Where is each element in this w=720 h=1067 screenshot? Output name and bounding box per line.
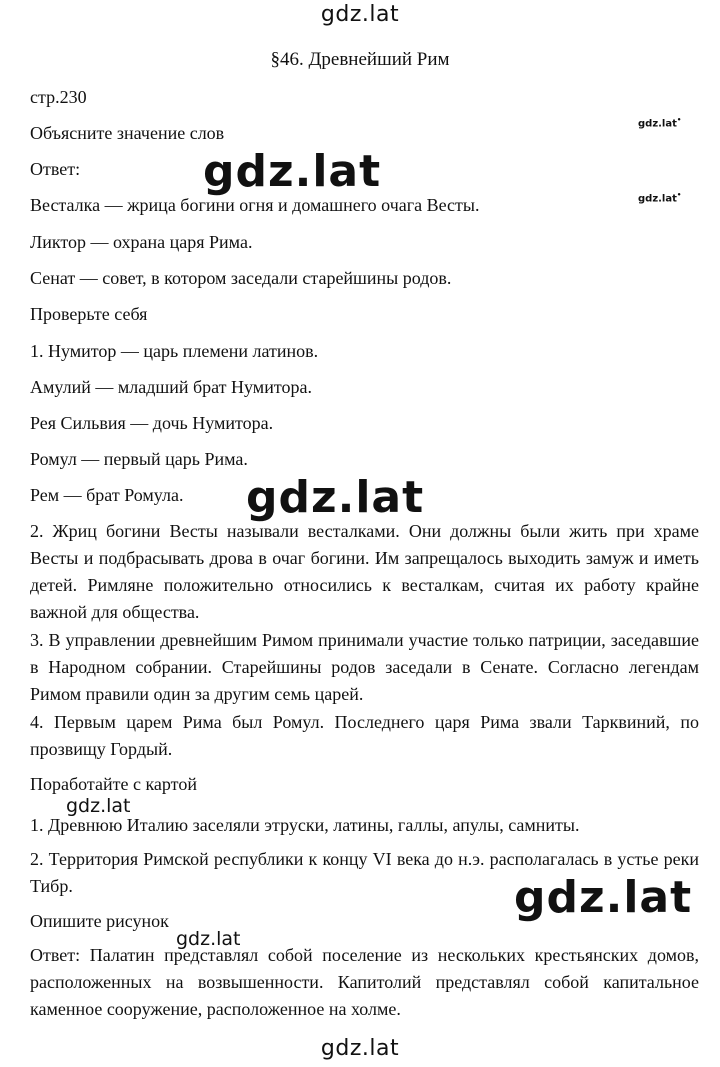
definition-line: Сенат — совет, в котором заседали старейшины родов.: [30, 268, 452, 288]
answer-label: Ответ:: [30, 159, 81, 179]
check-line: 1. Нумитор — царь племени латинов.: [30, 341, 319, 361]
watermark-bottom: gdz.lat: [320, 1036, 400, 1061]
map-line: 1. Древнюю Италию заселяли этруски, латины, галлы, апулы, самниты.: [30, 815, 580, 835]
page-title: §46. Древнейший Рим: [270, 49, 450, 70]
answer-paragraph: 3. В управлении древнейшим Римом принимали участие только патриции, заседавшие в Народном собрании. Старейшины родов заседали в Сенате. Согласно легендам Римом правили один за другим семь царей.: [30, 630, 699, 704]
watermark-large: gdz.lat: [246, 472, 425, 523]
watermark-large: gdz.lat: [203, 146, 382, 197]
answer-paragraph: 2. Жриц богини Весты называли весталками. Они должны были жить при храме Весты и подбрасывать дрова в очаг богини. Им запрещалось выходить замуж и иметь детей. Римляне положительно относились к весталкам, считая их работу крайне важной для общества.: [30, 521, 699, 622]
describe-heading: Опишите рисунок: [30, 911, 169, 931]
definition-line: Ликтор — охрана царя Рима.: [30, 232, 253, 252]
watermark-medium: gdz.lat: [66, 795, 131, 817]
answer-paragraph: 4. Первым царем Рима был Ромул. Последнего царя Рима звали Тарквиний, по прозвищу Гордый.: [30, 712, 699, 759]
page-reference: стр.230: [30, 87, 87, 107]
map-paragraph: 2. Территория Римской республики к концу VI века до н.э. располагалась в устье реки Тибр.: [30, 849, 699, 896]
check-heading: Проверьте себя: [30, 304, 148, 324]
check-line: Амулий — младший брат Нумитора.: [30, 377, 312, 397]
explain-heading: Объясните значение слов: [30, 123, 225, 143]
watermark-medium: gdz.lat: [176, 928, 241, 950]
definition-line: Весталка — жрица богини огня и домашнего очага Весты.: [30, 195, 480, 215]
watermark-large: gdz.lat: [514, 872, 693, 923]
check-line: Ромул — первый царь Рима.: [30, 449, 248, 469]
describe-answer: Ответ: Палатин представлял собой поселение из нескольких крестьянских домов, расположенных на возвышенности. Капитолий представлял собой капитальное каменное сооружение, расположенное на холме.: [30, 945, 699, 1019]
watermark-small: gdz.lat •: [638, 116, 681, 129]
check-line: Рея Сильвия — дочь Нумитора.: [30, 413, 274, 433]
watermark-small: gdz.lat •: [638, 191, 681, 204]
check-line: Рем — брат Ромула.: [30, 485, 184, 505]
map-heading: Поработайте с картой: [30, 774, 197, 794]
watermark-top: gdz.lat: [320, 2, 400, 27]
